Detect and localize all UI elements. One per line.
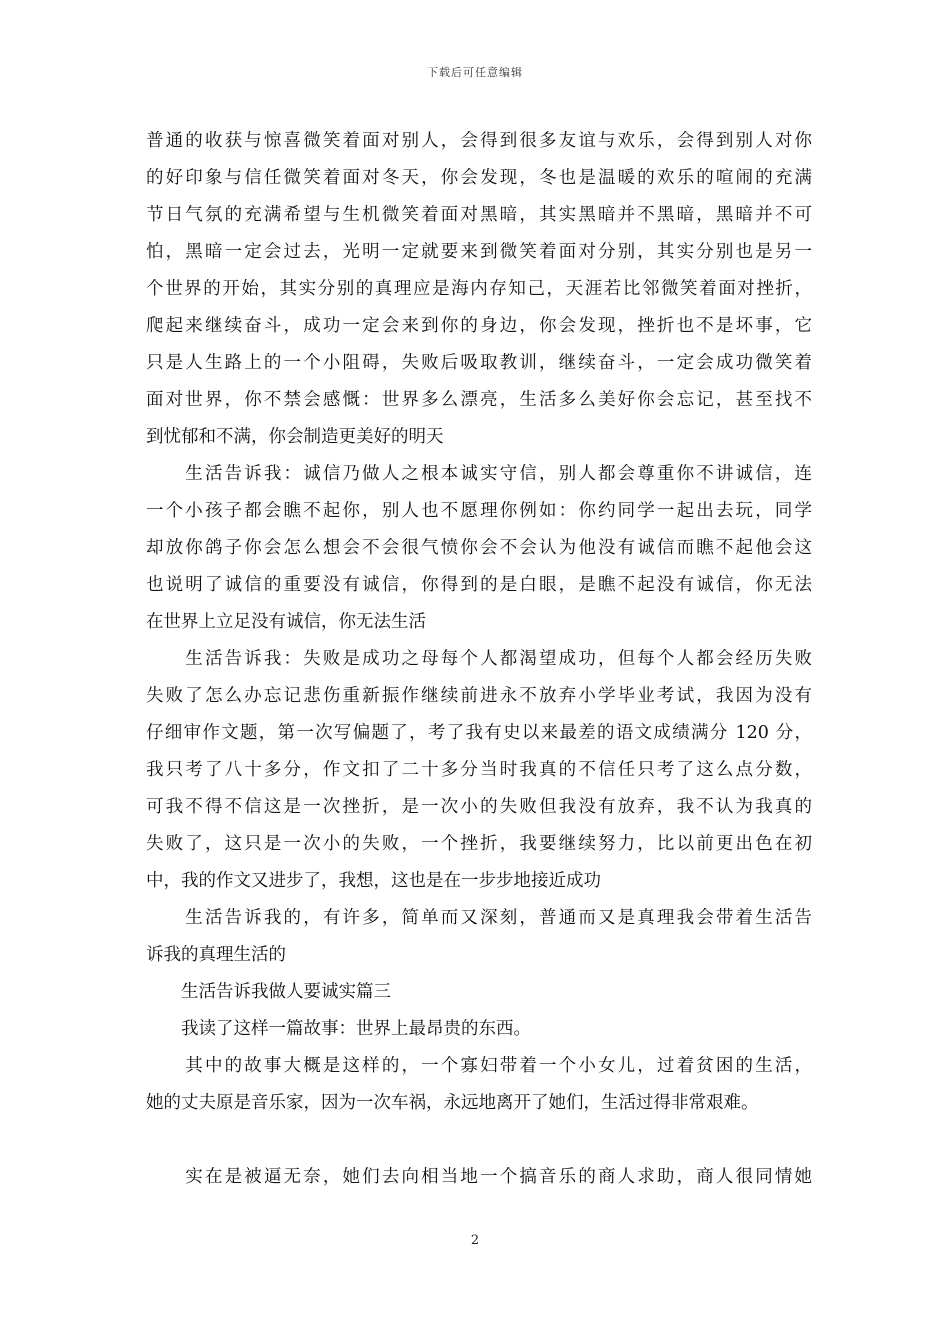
text-line: 只是人生路上的一个小阻碍，失败后吸取教训，继续奋斗，一定会成功微笑着	[146, 353, 812, 373]
text-line: 在世界上立足没有诚信，你无法生活	[146, 612, 426, 632]
text-line: 生活告诉我的，有许多，简单而又深刻，普通而又是真理我会带着生活告	[146, 908, 812, 928]
text-line: 我只考了八十多分，作文扣了二十多分当时我真的不信任只考了这么点分数，	[146, 760, 812, 780]
text-line: 爬起来继续奋斗，成功一定会来到你的身边，你会发现，挫折也不是坏事，它	[146, 316, 812, 336]
text-line: 实在是被逼无奈，她们去向相当地一个搞音乐的商人求助，商人很同情她	[146, 1167, 812, 1187]
text-line: 怕，黑暗一定会过去，光明一定就要来到微笑着面对分别，其实分别也是另一	[146, 242, 812, 262]
text-line: 其中的故事大概是这样的，一个寡妇带着一个小女儿，过着贫困的生活，	[146, 1056, 812, 1076]
text-line: 诉我的真理生活的	[146, 945, 286, 965]
text-line: 节日气氛的充满希望与生机微笑着面对黑暗，其实黑暗并不黑暗，黑暗并不可	[146, 205, 812, 225]
text-line: 失败了怎么办忘记悲伤重新振作继续前进永不放弃小学毕业考试，我因为没有	[146, 686, 812, 706]
text-line: 仔细审作文题，第一次写偏题了，考了我有史以来最差的语文成绩满分 120 分，	[146, 723, 812, 743]
text-line: 中，我的作文又进步了，我想，这也是在一步步地接近成功	[146, 871, 601, 891]
text-line: 到忧郁和不满，你会制造更美好的明天	[146, 427, 444, 447]
page-header: 下载后可任意编辑	[427, 66, 523, 79]
text-line: 我读了这样一篇故事：世界上最昂贵的东西。	[146, 1019, 531, 1039]
text-line: 也说明了诚信的重要没有诚信，你得到的是白眼，是瞧不起没有诚信，你无法	[146, 575, 812, 595]
text-line: 一个小孩子都会瞧不起你，别人也不愿理你例如：你约同学一起出去玩，同学	[146, 501, 812, 521]
section-heading: 生活告诉我做人要诚实篇三	[146, 982, 391, 1002]
text-line: 却放你鸽子你会怎么想会不会很气愤你会不会认为他没有诚信而瞧不起他会这	[146, 538, 812, 558]
blank-line	[146, 1122, 812, 1159]
text-line: 她的丈夫原是音乐家，因为一次车祸，永远地离开了她们，生活过得非常艰难。	[146, 1093, 759, 1113]
text-line: 面对世界，你不禁会感慨：世界多么漂亮，生活多么美好你会忘记，甚至找不	[146, 390, 812, 410]
text-line: 失败了，这只是一次小的失败，一个挫折，我要继续努力，比以前更出色在初	[146, 834, 812, 854]
text-line: 的好印象与信任微笑着面对冬天，你会发现，冬也是温暖的欢乐的喧闹的充满	[146, 168, 812, 188]
text-line: 生活告诉我：诚信乃做人之根本诚实守信，别人都会尊重你不讲诚信，连	[146, 464, 812, 484]
page-number: 2	[470, 1233, 480, 1248]
document-body	[146, 123, 812, 1196]
text-line: 可我不得不信这是一次挫折，是一次小的失败但我没有放弃，我不认为我真的	[146, 797, 812, 817]
text-line: 生活告诉我：失败是成功之母每个人都渴望成功，但每个人都会经历失败	[146, 649, 812, 669]
text-line: 个世界的开始，其实分别的真理应是海内存知己，天涯若比邻微笑着面对挫折，	[146, 279, 812, 299]
text-line: 普通的收获与惊喜微笑着面对别人，会得到很多友谊与欢乐，会得到别人对你	[146, 131, 812, 151]
